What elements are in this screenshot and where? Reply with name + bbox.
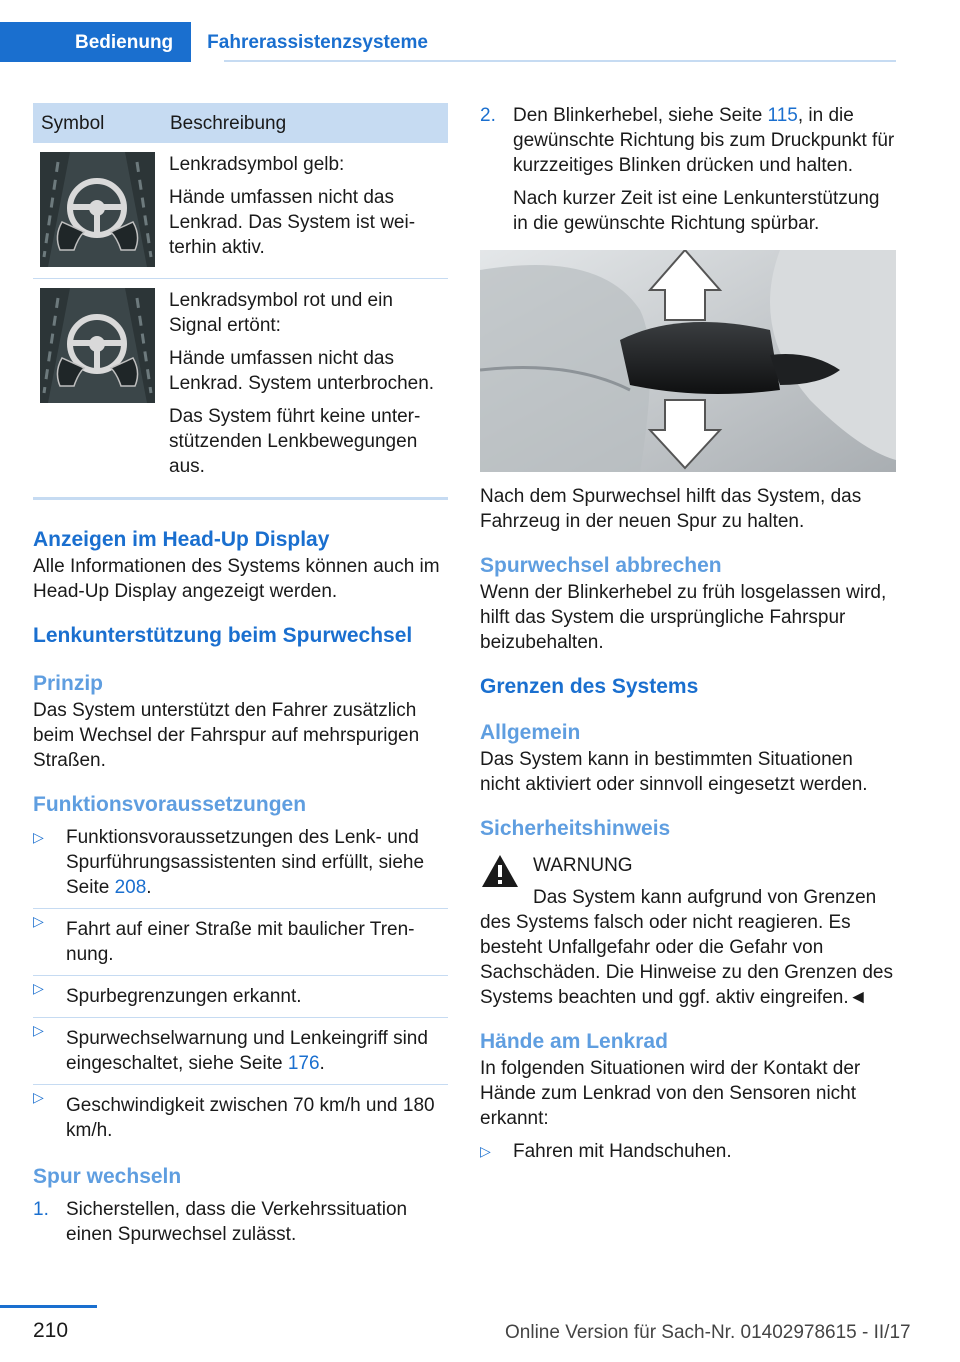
table-header-symbol: Symbol [33,103,162,143]
section-title-grenzen: Grenzen des Systems [480,675,699,698]
footer-accent-line [0,1305,97,1308]
row-text: Hände umfassen nicht das Lenkrad. System unterbrochen. [169,348,435,394]
allgemein-text: Das System kann in bestimmten Situationen nicht aktiviert oder sinnvoll eingesetzt werden. [480,749,868,795]
abbrechen-text: Wenn der Blinkerhebel zu früh losgelassen wird, hilft das System die ursprüngliche Fahrspur beizubehalten. [480,582,887,653]
triangle-bullet-icon: ▷ [33,913,44,929]
steering-wheel-yellow-icon [40,152,155,267]
left-column [33,103,448,1247]
header-tabs [0,22,444,62]
row-text: Das System führt keine unterstützenden Lenkbewegungen aus. [169,406,421,477]
warning-label: WARNUNG [533,855,633,876]
tab-bedienung[interactable]: Bedienung [0,22,191,62]
header-divider [224,60,896,62]
list-item: ▷ Geschwindigkeit zwischen 70 km/h und 180 km/h. [33,1084,448,1143]
hud-text: Alle Informationen des Systems können auch im Head-Up Display angezeigt werden. [33,556,440,602]
table-row [33,143,448,279]
step2-note: Nach kurzer Zeit ist eine Lenkunterstützung in die gewünschte Richtung spürbar. [513,188,880,234]
after-photo-text: Nach dem Spurwechsel hilft das System, das Fahrzeug in der neuen Spur zu halten. [480,486,862,532]
section-title-prinzip: Prinzip [33,672,104,695]
page-link-208[interactable]: 208 [114,877,147,898]
row-title: Lenkradsymbol gelb: [169,154,345,175]
list-item: ▷ Spurbegrenzungen erkannt. [33,975,448,1009]
tab-fahrerassistenzsysteme[interactable]: Fahrerassistenzsysteme [207,32,428,53]
right-column [480,103,896,1164]
section-title-funktionsvoraussetzungen: Funktionsvoraussetzungen [33,793,307,816]
prinzip-text: Das System unterstützt den Fahrer zusätzlich beim Wechsel der Fahrspur auf mehrspurigen Straßen. [33,700,420,771]
steps-list [33,1197,448,1247]
haende-text: In folgenden Situationen wird der Kontakt der Hände zum Lenkrad von den Sensoren nicht erkannt: [480,1058,861,1129]
triangle-bullet-icon: ▷ [33,1022,44,1038]
warning-first-line: Das System kann aufgrund von Grenzen [533,887,877,908]
steering-wheel-red-icon [40,288,155,403]
triangle-bullet-icon: ▷ [33,1089,44,1105]
page-link-115[interactable]: 115 [767,105,798,126]
page-link-176[interactable]: 176 [287,1053,320,1074]
section-title-lane-change: Lenkunterstützung beim Spurwechsel [33,624,413,647]
section-title-haende: Hände am Lenkrad [480,1030,668,1053]
row-title: Lenkradsymbol rot und ein Signal ertönt: [169,290,393,336]
requirements-list [33,825,448,1143]
list-item: ▷ Funktionsvoraussetzungen des Lenk- und Spurführungsassistenten sind erfüllt, siehe Seite 208. [33,827,425,898]
turn-signal-lever-image [480,250,896,472]
steps-list-continued [480,103,896,236]
table-row [33,279,448,499]
triangle-bullet-icon: ▷ [33,829,44,845]
list-item: 2. Den Blinkerhebel, siehe Seite 115, in die gewünschte Richtung bis zum Druckpunkt für kurzzeitiges Blinken drücken und halten. Nach kurzer Zeit ist eine Lenkunterstützung in die gewünschte Richtung spürbar. [480,105,895,234]
section-title-hud: Anzeigen im Head-Up Display [33,528,330,551]
section-title-allgemein: Allgemein [480,721,581,744]
list-item: ▷ Fahrt auf einer Straße mit baulicher Trennung. [33,908,448,967]
section-title-spur-wechseln: Spur wechseln [33,1165,182,1188]
warning-triangle-icon [480,853,520,889]
section-title-abbrechen: Spurwechsel abbrechen [480,554,722,577]
haende-list [480,1139,896,1164]
list-item: ▷ Spurwechselwarnung und Lenkeingriff sind eingeschaltet, siehe Seite 176. [33,1017,448,1076]
section-title-sicherheitshinweis: Sicherheitshinweis [480,817,671,840]
footer-note: Online Version für Sach-Nr. 01402978615 - II/17 [505,1322,911,1343]
list-item: ▷ Fahren mit Handschuhen. [480,1141,732,1162]
table-header-description: Beschreibung [162,103,448,143]
page-number: 210 [33,1319,69,1342]
list-item: 1. Sicherstellen, dass die Verkehrssituation einen Spurwechsel zulässt. [33,1199,408,1245]
triangle-bullet-icon: ▷ [480,1143,491,1159]
row-text: Hände umfassen nicht das Lenkrad. Das System ist weiterhin aktiv. [169,187,416,258]
warning-box [480,853,896,1010]
triangle-bullet-icon: ▷ [33,980,44,996]
symbol-table [33,103,448,500]
warning-text: des Systems falsch oder nicht reagieren. Es besteht Unfallgefahr oder die Gefahr von Sachschäden. Die Hinweise zu den Grenzen des Systems beachten und ggf. aktiv eingreifen.◄ [480,912,893,1008]
